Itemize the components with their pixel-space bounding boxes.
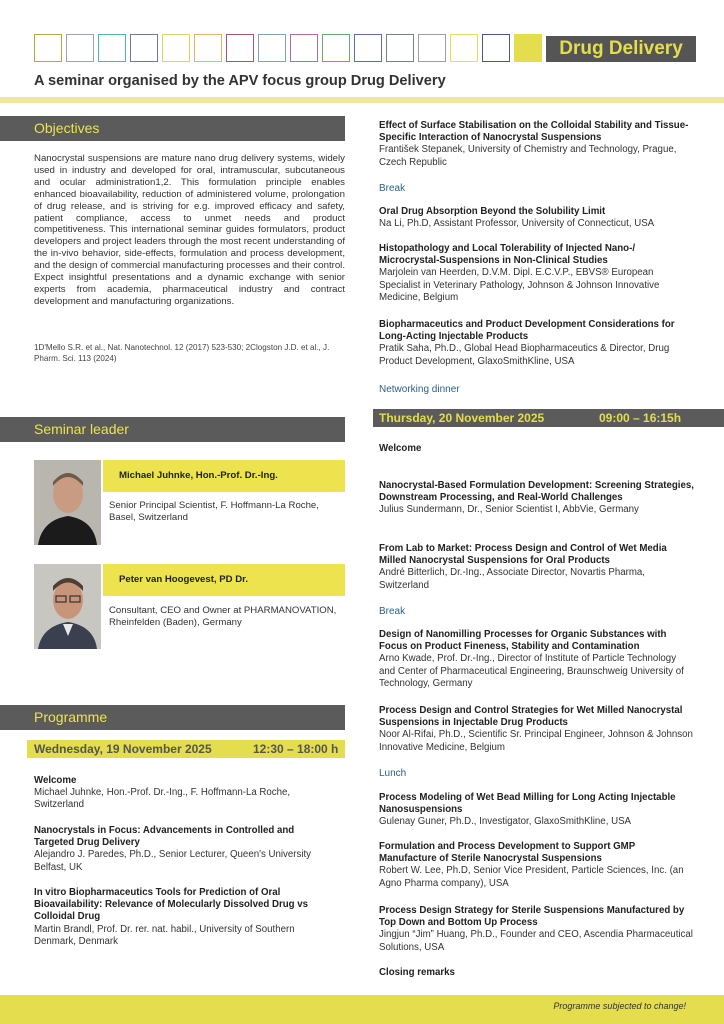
list-item bbox=[379, 792, 694, 829]
item-speaker: Michael Juhnke, Hon.-Prof. Dr.-Ing., F. Hoffmann-La Roche, Switzerland bbox=[34, 787, 291, 811]
programme-heading: Programme bbox=[0, 705, 345, 730]
item-speaker: Gulenay Guner, Ph.D., Investigator, GlaxoSmithKline, USA bbox=[379, 816, 631, 828]
list-item bbox=[379, 120, 694, 169]
header-divider bbox=[0, 97, 724, 103]
footer-note: Programme subjected to change! bbox=[553, 1001, 686, 1011]
list-item bbox=[34, 887, 334, 948]
decorative-square bbox=[162, 34, 190, 62]
item-title: Process Design and Control Strategies for Wet Milled Nanocrystal Suspensions in Injectable Drug Products bbox=[379, 705, 683, 729]
list-item bbox=[379, 841, 694, 890]
networking-label: Networking dinner bbox=[379, 384, 460, 395]
day1-time: 12:30 – 18:00 h bbox=[253, 742, 339, 756]
item-title: From Lab to Market: Process Design and Control of Wet Media Milled Nanocrystal Suspensions for Oral Products bbox=[379, 543, 667, 567]
decorative-square bbox=[194, 34, 222, 62]
welcome-label bbox=[379, 443, 694, 455]
decorative-square bbox=[226, 34, 254, 62]
page-subtitle: A seminar organised by the APV focus group Drug Delivery bbox=[34, 73, 446, 89]
item-title: Welcome bbox=[379, 443, 422, 454]
item-speaker: Marjolein van Heerden, D.V.M. Dipl. E.C.V.P., EBVS® European Specialist in Veterinary Pathology, Johnson & Johnson Innovative Medicine, Belgium bbox=[379, 267, 660, 303]
item-title: Formulation and Process Development to Support GMP Manufacture of Sterile Nanocrystal Suspensions bbox=[379, 841, 636, 865]
decorative-square bbox=[418, 34, 446, 62]
closing-label bbox=[379, 967, 694, 979]
leader-2-role: Consultant, CEO and Owner at PHARMANOVATION, Rheinfelden (Baden), Germany bbox=[109, 605, 337, 628]
item-speaker: Pratik Saha, Ph.D., Global Head Biopharmaceutics & Director, Drug Product Development, GlaxoSmithKline, USA bbox=[379, 343, 670, 367]
list-item bbox=[34, 775, 334, 812]
list-item bbox=[379, 629, 694, 690]
decorative-square bbox=[450, 34, 478, 62]
list-item bbox=[379, 543, 694, 592]
decorative-square bbox=[290, 34, 318, 62]
day2-date: Thursday, 20 November 2025 bbox=[379, 411, 545, 425]
item-title: Closing remarks bbox=[379, 967, 455, 978]
decorative-square bbox=[98, 34, 126, 62]
list-item bbox=[379, 243, 694, 304]
item-speaker: Na Li, Ph.D, Assistant Professor, University of Connecticut, USA bbox=[379, 218, 655, 230]
item-title: Welcome bbox=[34, 775, 77, 786]
avatar bbox=[34, 460, 101, 545]
objectives-text: Nanocrystal suspensions are mature nano drug delivery systems, widely used in industry and developed for oral, intramuscular, subcutaneous and ocular administration1,2. This formulation principle enables enhanced bioavailability, reduction of administered volume, prolongation of drug release, and is striving for e.g. improved efficacy and safety, patient compliance, access to unmet needs and product competitiveness. This international seminar guides formulators, product developers and project leaders through the most recent understanding of the in-vivo behavior, side-effects, formulation and process development, and the design of commercial manufacturing processes and their control. Expect insightful presentations and a dynamic exchange with senior experts from academia, pharmaceutical industry and contract development and manufacturing organizations. bbox=[34, 153, 345, 307]
person-photo-icon bbox=[34, 460, 101, 545]
avatar bbox=[34, 564, 101, 649]
leader-1-role: Senior Principal Scientist, F. Hoffmann-La Roche, Basel, Switzerland bbox=[109, 500, 319, 523]
item-title: Histopathology and Local Tolerability of Injected Nano-/ Microcrystal-Suspensions in Non-Clinical Studies bbox=[379, 243, 636, 267]
objectives-footnote: 1D'Mello S.R. et al., Nat. Nanotechnol. 12 (2017) 523-530; 2Clogston J.D. et al., J. Pharm. Sci. 113 (2024) bbox=[34, 343, 330, 363]
decorative-square bbox=[66, 34, 94, 62]
list-item bbox=[379, 705, 694, 754]
item-speaker: František Stepanek, University of Chemistry and Technology, Prague, Czech Republic bbox=[379, 144, 677, 168]
decorative-square bbox=[258, 34, 286, 62]
item-speaker: Alejandro J. Paredes, Ph.D., Senior Lecturer, Queen's University Belfast, UK bbox=[34, 849, 312, 873]
list-item bbox=[379, 480, 694, 517]
item-title: In vitro Biopharmaceutics Tools for Prediction of Oral Bioavailability: Relevance of Molecularly Dissolved Drug vs Colloidal Drug bbox=[34, 887, 309, 923]
item-speaker: Arno Kwade, Prof. Dr.-Ing., Director of Institute of Particle Technology and Center of Pharmaceutical Engineering, Braunschweig University of Technology, Germany bbox=[379, 653, 684, 689]
decorative-square bbox=[34, 34, 62, 62]
person-photo-icon bbox=[34, 564, 101, 649]
item-title: Process Modeling of Wet Bead Milling for Long Acting Injectable Nanosuspensions bbox=[379, 792, 676, 816]
leader-1-name: Michael Juhnke, Hon.-Prof. Dr.-Ing. bbox=[103, 460, 345, 492]
drug-delivery-banner: Drug Delivery bbox=[546, 36, 696, 62]
item-title: Biopharmaceutics and Product Development Considerations for Long-Acting Injectable Products bbox=[379, 319, 675, 343]
item-speaker: Noor Al-Rifai, Ph.D., Scientific Sr. Principal Engineer, Johnson & Johnson Innovative Medicine, Belgium bbox=[379, 729, 693, 753]
day2-time: 09:00 – 16:15h bbox=[599, 411, 682, 425]
lunch-label: Lunch bbox=[379, 768, 407, 779]
item-speaker: Jingjun “Jim” Huang, Ph.D., Founder and CEO, Ascendia Pharmaceutical Solutions, USA bbox=[379, 929, 693, 953]
day1-date-bar bbox=[27, 740, 345, 758]
decorative-square bbox=[354, 34, 382, 62]
item-title: Oral Drug Absorption Beyond the Solubility Limit bbox=[379, 206, 606, 217]
day1-date: Wednesday, 19 November 2025 bbox=[34, 742, 212, 756]
seminar-leader-heading: Seminar leader bbox=[0, 417, 345, 442]
item-title: Design of Nanomilling Processes for Organic Substances with Focus on Product Fineness, Stability and Contamination bbox=[379, 629, 667, 653]
day2-date-bar bbox=[373, 409, 724, 427]
decorative-square bbox=[322, 34, 350, 62]
decorative-square bbox=[482, 34, 510, 62]
item-speaker: Robert W. Lee, Ph.D, Senior Vice President, Particle Sciences, Inc. (an Agno Pharma company), USA bbox=[379, 865, 684, 889]
leader-2-name: Peter van Hoogevest, PD Dr. bbox=[103, 564, 345, 596]
item-title: Process Design Strategy for Sterile Suspensions Manufactured by Top Down and Bottom Up Process bbox=[379, 905, 685, 929]
list-item bbox=[34, 825, 334, 874]
objectives-heading: Objectives bbox=[0, 116, 345, 141]
item-speaker: Martin Brandl, Prof. Dr. rer. nat. habil., University of Southern Denmark, Denmark bbox=[34, 923, 295, 947]
list-item bbox=[379, 206, 694, 230]
item-speaker: André Bitterlich, Dr.-Ing., Associate Director, Novartis Pharma, Switzerland bbox=[379, 567, 645, 591]
item-title: Nanocrystals in Focus: Advancements in Controlled and Targeted Drug Delivery bbox=[34, 825, 295, 849]
item-title: Effect of Surface Stabilisation on the Colloidal Stability and Tissue-Specific Interaction of Nanocrystal Suspensions bbox=[379, 120, 689, 144]
break-label: Break bbox=[379, 183, 406, 194]
list-item bbox=[379, 319, 694, 368]
decorative-square bbox=[386, 34, 414, 62]
decorative-square bbox=[514, 34, 542, 62]
list-item bbox=[379, 905, 694, 954]
break-label: Break bbox=[379, 606, 406, 617]
item-speaker: Julius Sundermann, Dr., Senior Scientist I, AbbVie, Germany bbox=[379, 504, 639, 516]
item-title: Nanocrystal-Based Formulation Development: Screening Strategies, Downstream Processing, and Real-World Challenges bbox=[379, 480, 694, 504]
decorative-square bbox=[130, 34, 158, 62]
